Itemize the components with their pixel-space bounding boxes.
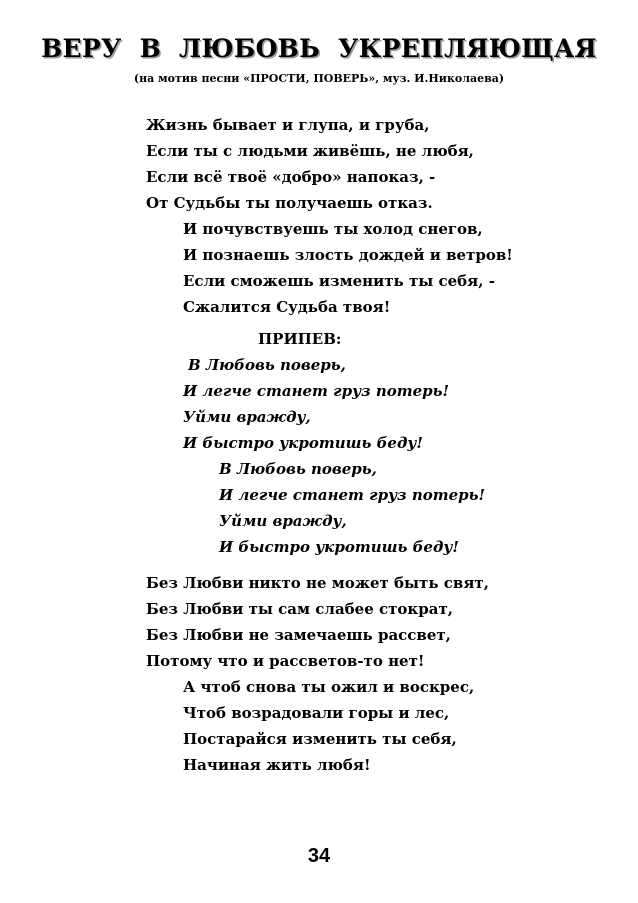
verse-line-indented: Если сможешь изменить ты себя, - [183, 272, 495, 290]
chorus-repeat-line: Уйми вражду, [219, 512, 347, 530]
verse-line: Без Любви ты сам слабее стократ, [146, 600, 453, 618]
verse-line: Жизнь бывает и глупа, и груба, [146, 116, 430, 134]
chorus-repeat-line: И быстро укротишь беду! [219, 538, 459, 556]
verse-line: Если ты с людьми живёшь, не любя, [146, 142, 474, 160]
verse-line-indented: А чтоб снова ты ожил и воскрес, [183, 678, 475, 696]
verse-line: От Судьбы ты получаешь отказ. [146, 194, 433, 212]
verse-line-indented: Чтоб возрадовали горы и лес, [183, 704, 450, 722]
chorus-line: В Любовь поверь, [188, 356, 346, 374]
verse-line-indented: Постарайся изменить ты себя, [183, 730, 457, 748]
chorus-line: И быстро укротишь беду! [183, 434, 423, 452]
chorus-repeat-line: И легче станет груз потерь! [219, 486, 486, 504]
verse-line: Потому что и рассветов-то нет! [146, 652, 425, 670]
verse-line-indented: И почувствуешь ты холод снегов, [183, 220, 483, 238]
verse-line-indented: Начиная жить любя! [183, 756, 371, 774]
verse-line: Без Любви никто не может быть свят, [146, 574, 489, 592]
verse-line: Если всё твоё «добро» напоказ, - [146, 168, 436, 186]
verse-line-indented: Сжалится Судьба твоя! [183, 298, 391, 316]
verse-line-indented: И познаешь злость дождей и ветров! [183, 246, 513, 264]
chorus-repeat-line: В Любовь поверь, [219, 460, 377, 478]
page-number: 34 [307, 845, 331, 867]
verse-line: Без Любви не замечаешь рассвет, [146, 626, 451, 644]
song-title: ВЕРУ В ЛЮБОВЬ УКРЕПЛЯЮЩАЯ [41, 34, 597, 63]
chorus-line: И легче станет груз потерь! [183, 382, 450, 400]
chorus-heading: ПРИПЕВ: [258, 330, 342, 348]
chorus-line: Уйми вражду, [183, 408, 311, 426]
song-subtitle: (на мотив песни «ПРОСТИ, ПОВЕРЬ», муз. И.Николаева) [133, 72, 505, 85]
